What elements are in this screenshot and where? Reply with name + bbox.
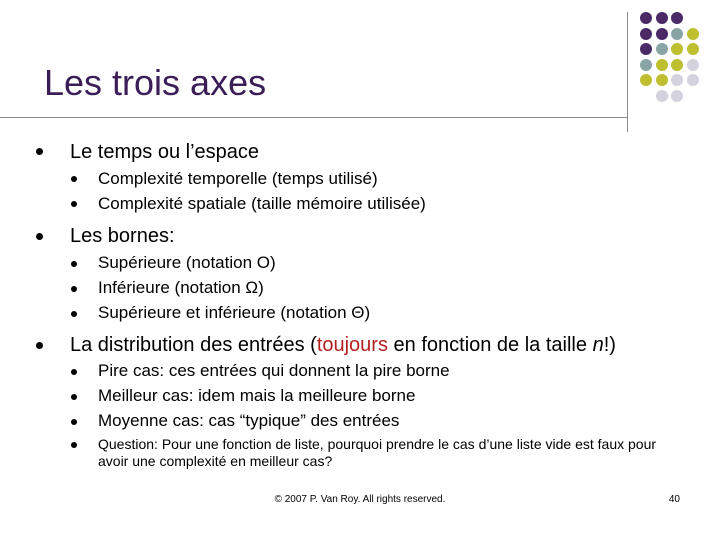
decorative-dot [656,43,668,55]
bullet-time-space: Le temps ou l’espace [70,141,260,163]
sub-bullet-icon [71,419,77,425]
decorative-dot [671,59,683,71]
decorative-dot [656,59,668,71]
decorative-dot [671,28,683,40]
sub-bullet-question: Question: Pour une fonction de liste, pourquoi prendre le cas d’une liste vide est faux pour avoir une complexité en meilleur cas? [98,436,657,469]
sub-bullet-icon [71,369,77,375]
bullet-bounds: Les bornes: [70,225,175,247]
decorative-dot [656,74,668,86]
sub-bullet-icon [71,201,77,207]
page-number: 40 [668,494,680,505]
bullet-input-distribution [70,333,616,357]
decorative-dot [640,12,652,24]
decorative-dot [687,43,699,55]
sub-bullet-icon [71,394,77,400]
decorative-dot [687,74,699,86]
sub-bullet-icon [71,311,77,317]
footer-copyright: © 2007 P. Van Roy. All rights reserved. [274,494,446,505]
decorative-dot [687,28,699,40]
decorative-dot [656,90,668,102]
title-underline [0,117,628,118]
decorative-dot [656,12,668,24]
sub-bullet-icon [71,286,77,292]
decorative-dot [687,59,699,71]
decorative-vertical-line [627,12,628,132]
decorative-dot [640,74,652,86]
bullet-text-part: La distribution des entrées ( [70,334,317,356]
sub-bullet-best-case: Meilleur cas: idem mais la meilleure borne [98,386,416,405]
sub-bullet-icon [71,176,77,182]
decorative-dot [640,59,652,71]
bullet-icon [36,233,43,240]
decorative-dot [656,28,668,40]
sub-bullet-upper-bound: Supérieure (notation O) [98,253,276,272]
sub-bullet-tight-bound: Supérieure et inférieure (notation Θ) [98,303,371,322]
slide-title: Les trois axes [44,62,267,103]
sub-bullet-lower-bound: Inférieure (notation Ω) [98,278,264,297]
bullet-icon [36,148,43,155]
bullet-text-part: en fonction de la taille [387,334,593,356]
decorative-dot [671,74,683,86]
decorative-dot [640,28,652,40]
bullet-icon [36,342,43,349]
sub-bullet-icon [71,442,77,448]
decorative-dot [671,90,683,102]
bullet-text-part: !) [603,334,616,356]
sub-bullet-icon [71,261,77,267]
sub-bullet-time-complexity: Complexité temporelle (temps utilisé) [98,169,378,188]
sub-bullet-space-complexity: Complexité spatiale (taille mémoire utilisée) [98,194,426,213]
decorative-dot [671,12,683,24]
sub-bullet-worst-case: Pire cas: ces entrées qui donnent la pire borne [98,361,450,380]
sub-bullet-average-case: Moyenne cas: cas “typique” des entrées [98,411,400,430]
highlighted-word: toujours [316,334,388,356]
italic-variable: n [592,334,604,356]
decorative-dot [671,43,683,55]
decorative-dot [640,43,652,55]
